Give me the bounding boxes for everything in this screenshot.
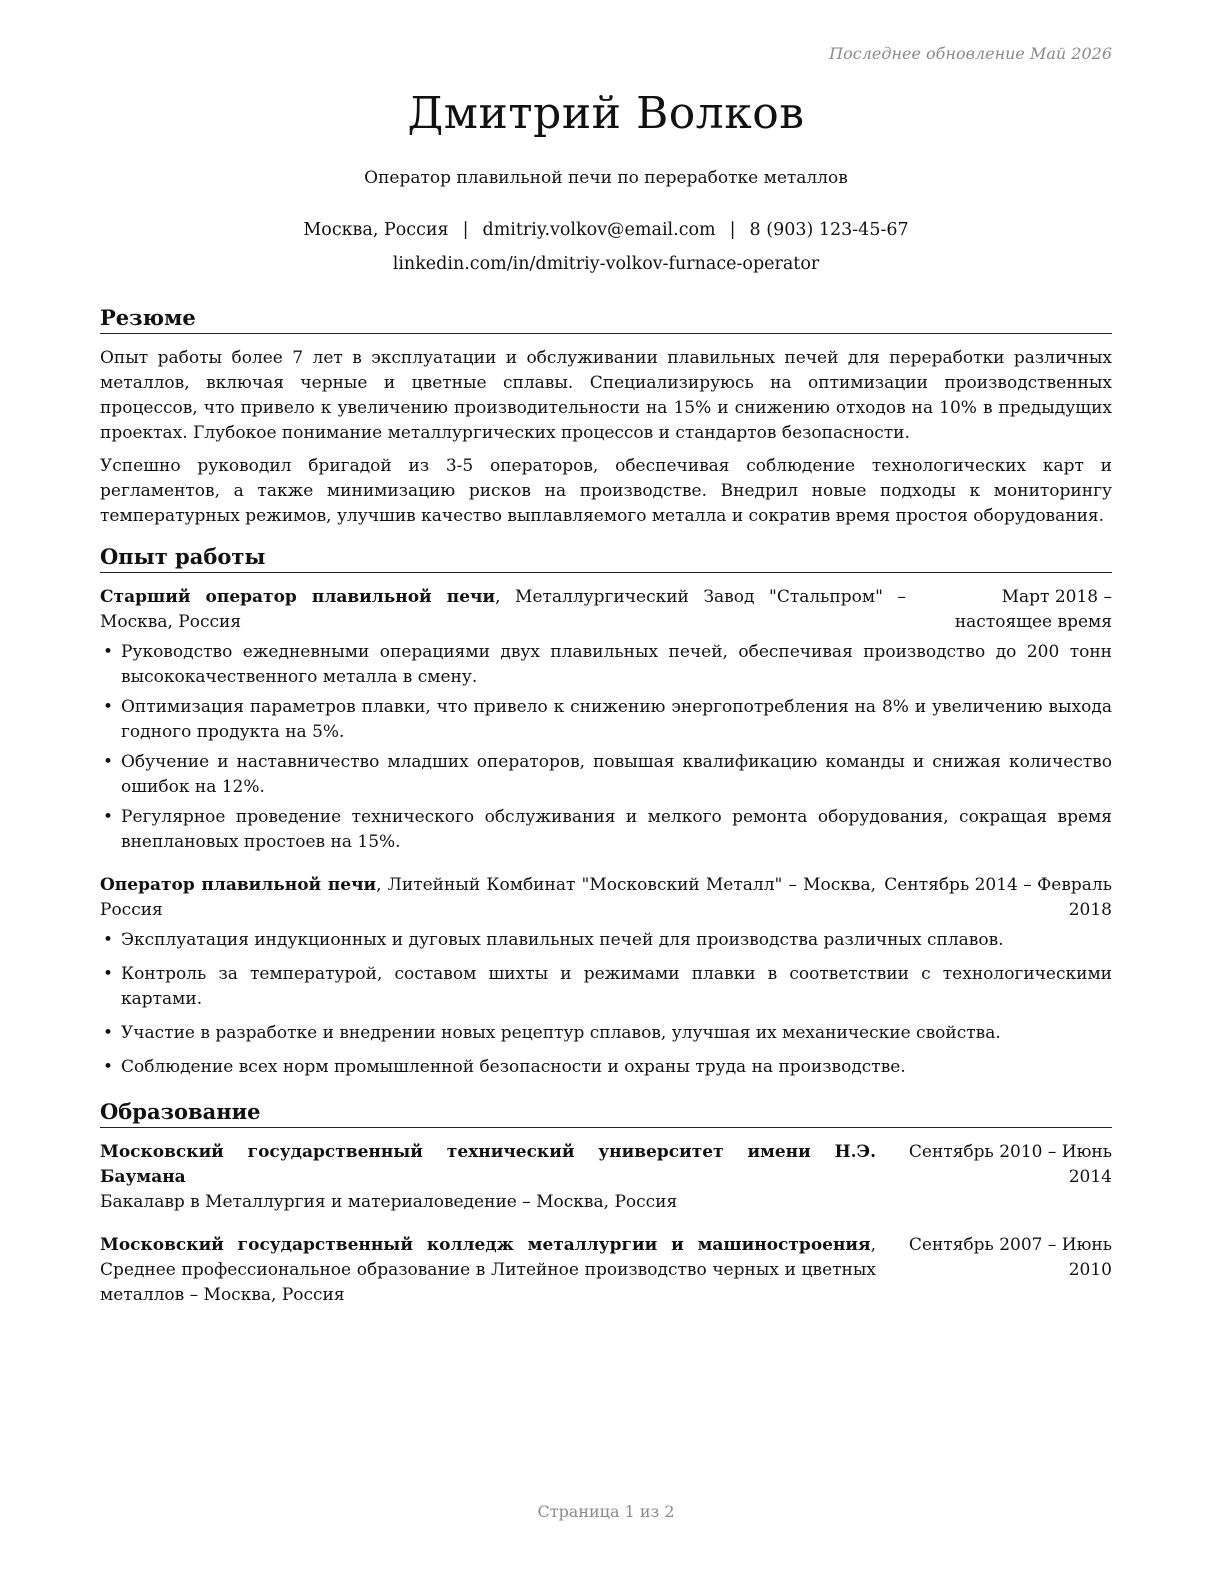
- list-item: • Участие в разработке и внедрении новых рецептур сплавов, улучшая их механические свойства.: [100, 1021, 1112, 1046]
- list-item: • Регулярное проведение технического обслуживания и мелкого ремонта оборудования, сокращая время внеплановых простоев на 15%.: [100, 805, 1112, 855]
- job-company: , Литейный Комбинат "Московский Металл" – Москва, Россия: [100, 875, 876, 920]
- summary-section: [100, 304, 1112, 529]
- list-item: • Оптимизация параметров плавки, что привело к снижению энергопотребления на 8% и увеличению выхода годного продукта на 5%.: [100, 695, 1112, 745]
- phone: 8 (903) 123-45-67: [749, 220, 909, 240]
- linkedin-link[interactable]: linkedin.com/in/dmitriy-volkov-furnace-operator: [392, 254, 820, 274]
- candidate-name: Дмитрий Волков: [407, 88, 805, 139]
- education-header: [100, 1140, 1112, 1215]
- list-item: • Контроль за температурой, составом шихты и режимами плавки в соответствии с технологическими картами.: [100, 962, 1112, 1012]
- education-details: , Среднее профессиональное образование в Литейное производство черных и цветных металлов – Москва, Россия: [100, 1235, 876, 1305]
- education-details: Бакалавр в Металлургия и материаловедение – Москва, Россия: [100, 1192, 678, 1212]
- job-dates: Март 2018 – настоящее время: [954, 587, 1112, 632]
- list-item: • Обучение и наставничество младших операторов, повышая квалификацию команды и снижая количество ошибок на 12%.: [100, 750, 1112, 800]
- education-entry: [100, 1140, 1112, 1215]
- contact-line: [100, 220, 1112, 240]
- list-item: • Соблюдение всех норм промышленной безопасности и охраны труда на производстве.: [100, 1055, 1112, 1080]
- page-number: Страница 1 из 2: [537, 1502, 675, 1521]
- education-entry: [100, 1233, 1112, 1308]
- email-link[interactable]: dmitriy.volkov@email.com: [482, 220, 716, 240]
- separator: |: [462, 220, 469, 240]
- education-dates: Сентябрь 2007 – Июнь 2010: [908, 1235, 1112, 1280]
- last-updated: Последнее обновление Май 2026: [829, 44, 1112, 63]
- job-header: [100, 873, 1112, 923]
- education-info: [100, 1140, 876, 1215]
- job-bullets: [100, 928, 1112, 1080]
- summary-paragraph: Опыт работы более 7 лет в эксплуатации и обслуживании плавильных печей для переработки различных металлов, включая черные и цветные сплавы. Специализируюсь на оптимизации производственных процессов, что привело к увеличению производительности на 15% и снижению отходов на 10% в предыдущих проектах. Глубокое понимание металлургических процессов и стандартов безопасности.: [100, 348, 1112, 443]
- summary-paragraph: Успешно руководил бригадой из 3-5 операторов, обеспечивая соблюдение технологических карт и регламентов, а также минимизацию рисков на производстве. Внедрил новые подходы к мониторингу температурных режимов, улучшив качество выплавляемого металла и сократив время простоя оборудования.: [100, 456, 1112, 526]
- job-dates: Сентябрь 2014 – Февраль 2018: [884, 875, 1112, 920]
- job-entry: [100, 873, 1112, 1080]
- resume-content: [100, 304, 1112, 1326]
- experience-section: [100, 543, 1112, 1080]
- education-section: [100, 1098, 1112, 1308]
- education-info: [100, 1233, 876, 1308]
- job-info: [100, 585, 906, 635]
- education-institution: Московский государственный колледж металлургии и машиностроения: [100, 1235, 871, 1255]
- education-header: [100, 1233, 1112, 1308]
- job-info: [100, 873, 876, 923]
- job-position: Оператор плавильной печи: [100, 875, 377, 895]
- job-bullets: [100, 640, 1112, 855]
- resume-page: [100, 0, 1112, 1584]
- education-institution: Московский государственный технический университет имени Н.Э. Баумана: [100, 1142, 876, 1187]
- job-company: , Металлургический Завод "Стальпром" – Москва, Россия: [100, 587, 906, 632]
- section-title-summary: Резюме: [100, 304, 1112, 334]
- section-title-experience: Опыт работы: [100, 543, 1112, 573]
- candidate-title: Оператор плавильной печи по переработке металлов: [364, 168, 848, 188]
- section-title-education: Образование: [100, 1098, 1112, 1128]
- education-dates: Сентябрь 2010 – Июнь 2014: [908, 1142, 1112, 1187]
- separator: |: [729, 220, 736, 240]
- list-item: • Руководство ежедневными операциями двух плавильных печей, обеспечивая производство до 200 тонн высококачественного металла в смену.: [100, 640, 1112, 690]
- job-position: Старший оператор плавильной печи: [100, 587, 496, 607]
- job-header: [100, 585, 1112, 635]
- job-entry: [100, 585, 1112, 855]
- list-item: • Эксплуатация индукционных и дуговых плавильных печей для производства различных сплавов.: [100, 928, 1112, 953]
- location: Москва, Россия: [303, 220, 449, 240]
